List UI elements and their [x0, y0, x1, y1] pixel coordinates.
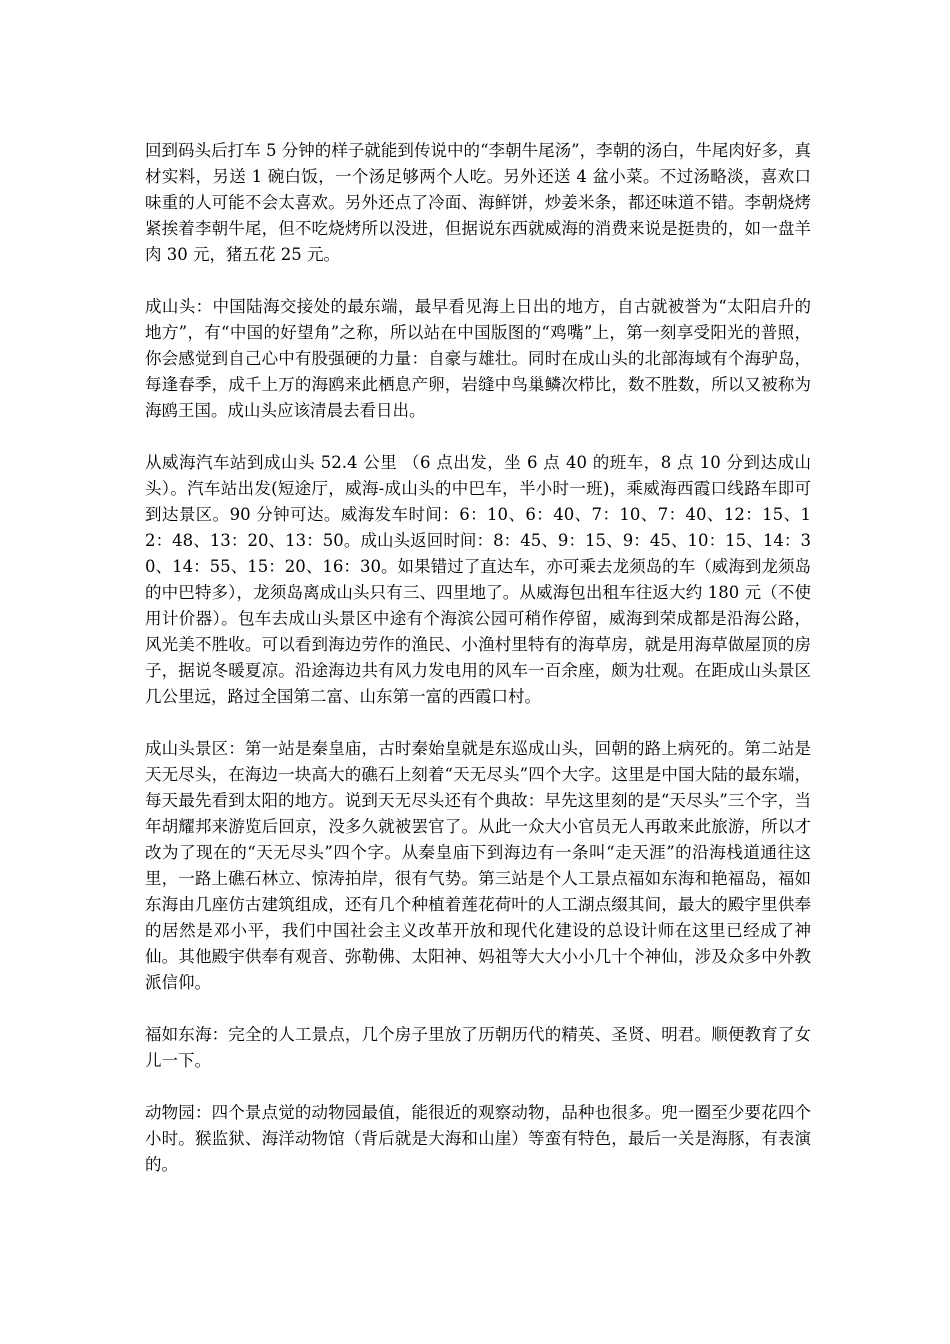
document-body — [145, 138, 811, 1204]
paragraph-transport-to-chengshantou: 从威海汽车站到成山头 52.4 公里 （6 点出发，坐 6 点 40 的班车，8 点 10 分到达成山头）。汽车站出发(短途厅，威海-成山头的中巴车，半小时一班)，乘威海西霞口线路车即可到达景区。90 分钟可达。威海发车时间：6：10、6：40、7：10、7：40、12：15、12：48、13：20、13：50。成山头返回时间：8：45、9：15、9：45、10：15、14：30、14：55、15：20、16：30。如果错过了直达车，亦可乘去龙须岛的车（威海到龙须岛的中巴特多），龙须岛离成山头只有三、四里地了。从威海包出租车往返大约 180 元（不使用计价器）。包车去成山头景区中途有个海滨公园可稍作停留，威海到荣成都是沿海公路，风光美不胜收。可以看到海边劳作的渔民、小渔村里特有的海草房，就是用海草做屋顶的房子，据说冬暖夏凉。沿途海边共有风力发电用的风车一百余座，颇为壮观。在距成山头景区几公里远，路过全国第二富、山东第一富的西霞口村。 — [145, 453, 812, 706]
paragraph-chengshantou-intro: 成山头：中国陆海交接处的最东端，最早看见海上日出的地方，自古就被誉为“太阳启升的地方”，有“中国的好望角”之称，所以站在中国版图的“鸡嘴”上，第一刻享受阳光的普照，你会感觉到自己心中有股强硬的力量：自豪与雄壮。同时在成山头的北部海域有个海驴岛，每逢春季，成千上万的海鸥来此栖息产卵，岩缝中鸟巢鳞次栉比，数不胜数，所以又被称为海鸥王国。成山头应该清晨去看日出。 — [145, 297, 811, 420]
paragraph-li-chao-oxtail-soup: 回到码头后打车 5 分钟的样子就能到传说中的“李朝牛尾汤”，李朝的汤白，牛尾肉好多，真材实料，另送 1 碗白饭，一个汤足够两个人吃。另外还送 4 盆小菜。不过汤略淡，喜欢口味重的人可能不会太喜欢。另外还点了冷面、海鲜饼，炒姜米条，都还味道不错。李朝烧烤紧挨着李朝牛尾，但不吃烧烤所以没进，但据说东西就威海的消费来说是挺贵的，如一盘羊肉 30 元，猪五花 25 元。 — [145, 141, 811, 264]
paragraph-chengshantou-scenic-area: 成山头景区：第一站是秦皇庙，古时秦始皇就是东巡成山头，回朝的路上病死的。第二站是天无尽头，在海边一块高大的礁石上刻着“天无尽头”四个大字。这里是中国大陆的最东端，每天最先看到太阳的地方。说到天无尽头还有个典故：早先这里刻的是“天尽头”三个字，当年胡耀邦来游览后回京，没多久就被罢官了。从此一众大小官员无人再敢来此旅游，所以才改为了现在的“天无尽头”四个字。从秦皇庙下到海边有一条叫“走天涯”的沿海栈道通往这里，一路上礁石林立、惊涛拍岸，很有气势。第三站是个人工景点福如东海和艳福岛，福如东海由几座仿古建筑组成，还有几个种植着莲花荷叶的人工湖点缀其间，最大的殿宇里供奉的居然是邓小平，我们中国社会主义改革开放和现代化建设的总设计师在这里已经成了神仙。其他殿宇供奉有观音、弥勒佛、太阳神、妈祖等大大小小几十个神仙，涉及众多中外教派信仰。 — [145, 739, 811, 992]
paragraph-zoo: 动物园：四个景点觉的动物园最值，能很近的观察动物，品种也很多。兜一圈至少要花四个小时。猴监狱、海洋动物馆（背后就是大海和山崖）等蛮有特色，最后一关是海豚，有表演的。 — [145, 1103, 811, 1174]
paragraph-furu-donghai: 福如东海：完全的人工景点，几个房子里放了历朝历代的精英、圣贤、明君。顺便教育了女儿一下。 — [145, 1025, 811, 1070]
